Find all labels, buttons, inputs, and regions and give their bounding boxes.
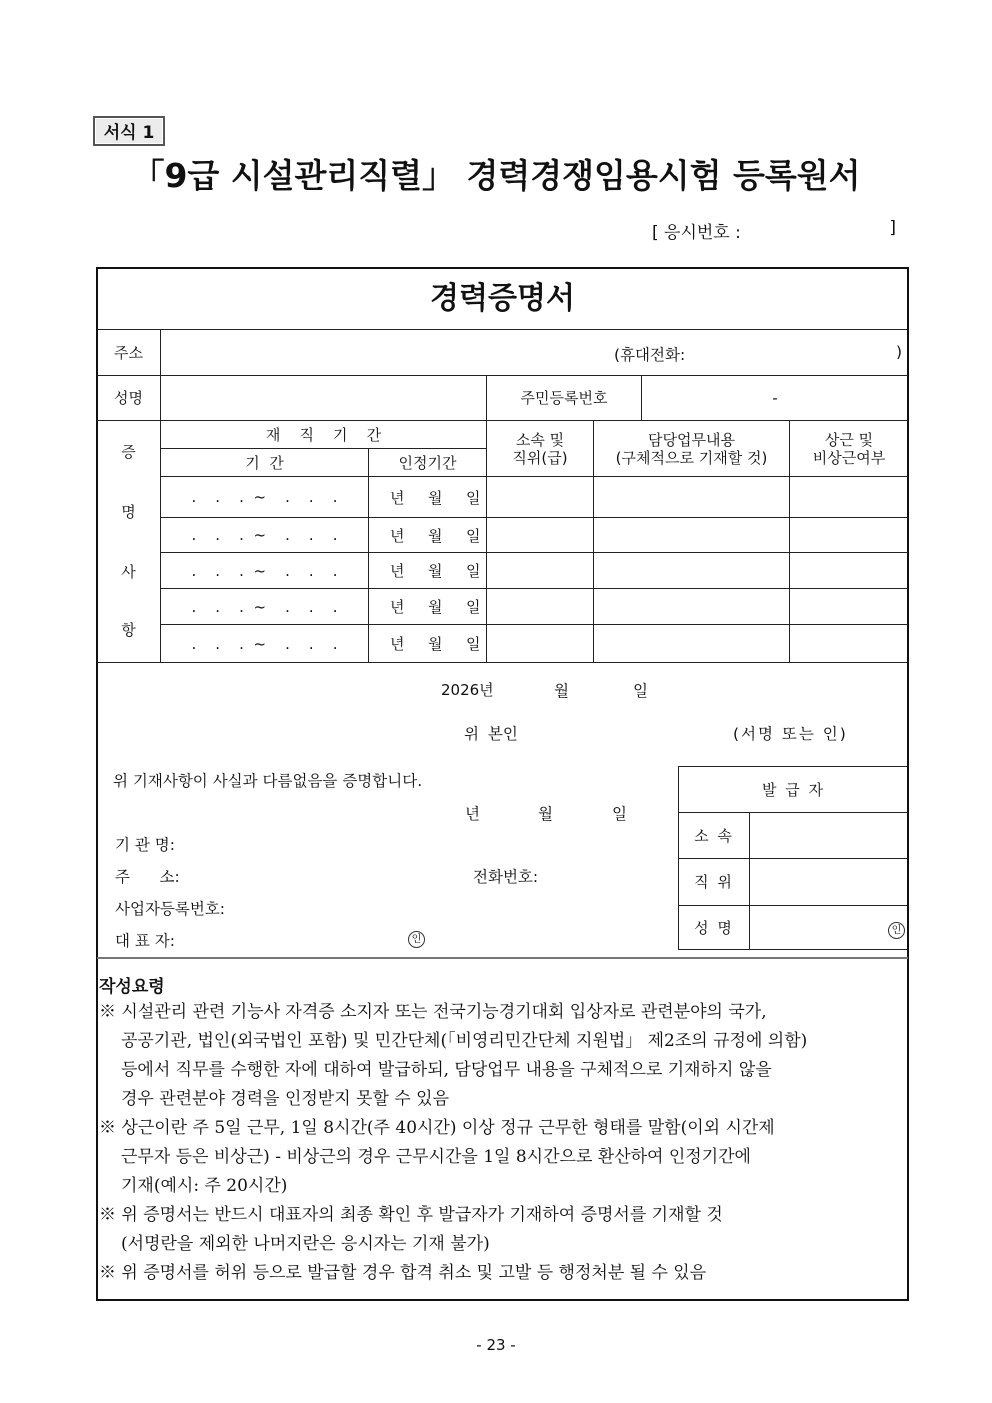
- seal-icon: 인: [408, 931, 425, 948]
- exam-number-field[interactable]: [652, 218, 902, 243]
- affiliation-header-line2: 직위(급): [512, 448, 568, 467]
- recognized-day: 일: [466, 527, 481, 545]
- employer-day: 일: [612, 805, 627, 823]
- affiliation-input[interactable]: [487, 518, 593, 552]
- fulltime-input[interactable]: [790, 477, 908, 517]
- seal-icon: 인: [888, 922, 905, 939]
- affiliation-input[interactable]: [487, 625, 593, 662]
- guide-line: ※ 위 증명서를 허위 등으로 발급할 경우 합격 취소 및 고발 등 행정처분 될 수 있음: [99, 1263, 707, 1283]
- guide-line: 공공기관, 법인(외국법인 포함) 및 민간단체(「비영리민간단체 지원법」 제2조의 규정에 의함): [121, 1031, 808, 1051]
- duties-input[interactable]: [594, 589, 789, 624]
- recognized-day: 일: [466, 598, 481, 616]
- exam-number-label: [ 응시번호 :: [652, 223, 741, 243]
- issuer-seal[interactable]: [888, 919, 905, 939]
- certificate-title: 경력증명서: [430, 281, 575, 316]
- section-label-char: 항: [121, 621, 136, 639]
- issuer-name-label: 성 명: [694, 919, 734, 937]
- issuer-affiliation-input[interactable]: [750, 813, 908, 858]
- recognized-day: 일: [466, 562, 481, 580]
- fulltime-header-line1: 상근 및: [824, 430, 874, 449]
- fulltime-header-line2: 비상근여부: [812, 448, 886, 467]
- period-input[interactable]: . . . ~ . . .: [191, 526, 338, 544]
- representative-seal[interactable]: [408, 928, 425, 948]
- divider: [368, 448, 369, 662]
- applicant-sign-field[interactable]: (서명 또는 인): [733, 725, 848, 743]
- name-input[interactable]: [161, 376, 486, 420]
- duties-input[interactable]: [594, 518, 789, 552]
- guide-line: (서명란을 제외한 나머지란은 응시자는 기재 불가): [121, 1234, 490, 1254]
- issuer-name-input[interactable]: [750, 906, 908, 950]
- period-header: 기 간: [245, 453, 284, 472]
- duties-input[interactable]: [594, 477, 789, 517]
- resident-number-label: 주민등록번호: [520, 389, 608, 407]
- recognized-month: 월: [428, 635, 443, 653]
- guide-line: 근무자 등은 비상근) - 비상근의 경우 근무시간을 1일 8시간으로 환산하여 인정기간에: [121, 1147, 751, 1167]
- guide-line: ※ 위 증명서는 반드시 대표자의 최종 확인 후 발급자가 기재하여 증명서를 기재할 것: [99, 1205, 723, 1225]
- name-label: 성명: [114, 389, 143, 407]
- mobile-close: ): [896, 343, 903, 361]
- applicant-month: 월: [554, 682, 569, 700]
- recognized-month: 월: [428, 527, 443, 545]
- guide-list: [99, 998, 909, 1288]
- resident-number-input[interactable]: -: [772, 389, 778, 407]
- guide-line: 경우 관련분야 경력을 인정받지 못할 수 있음: [121, 1089, 450, 1109]
- duties-header: [594, 421, 789, 476]
- form-badge: 서식 1: [93, 116, 165, 146]
- section-label-char: 증: [121, 443, 136, 461]
- period-input[interactable]: . . . ~ . . .: [191, 597, 338, 616]
- guide-line: ※ 시설관리 관련 기능사 자격증 소지자 또는 전국기능경기대회 입상자로 관련분야의 국가,: [99, 1002, 767, 1022]
- applicant-day: 일: [633, 682, 648, 700]
- document-title: 「9급 시설관리직렬」 경력경쟁임용시험 등록원서: [131, 156, 861, 195]
- divider: [97, 662, 908, 663]
- affiliation-input[interactable]: [487, 477, 593, 517]
- address-input[interactable]: [161, 330, 908, 375]
- org-name-label: 기 관 명:: [115, 836, 175, 854]
- guide-line: ※ 상근이란 주 5일 근무, 1일 8시간(주 40시간) 이상 정규 근무한 형태를 말함(이외 시간제: [99, 1118, 775, 1138]
- affiliation-header: [487, 421, 593, 476]
- exam-number-close-bracket: ]: [889, 218, 896, 238]
- guide-line: 기재(예시: 주 20시간): [121, 1176, 288, 1196]
- affiliation-input[interactable]: [487, 553, 593, 588]
- employment-period-header: 재 직 기 간: [265, 425, 382, 444]
- biz-number-label: 사업자등록번호:: [115, 900, 226, 918]
- guide-title: 작성요령: [99, 977, 165, 997]
- recognized-month: 월: [428, 489, 443, 507]
- issuer-affiliation-label: 소 속: [694, 826, 734, 845]
- recognized-month: 월: [428, 598, 443, 616]
- certification-statement: 위 기재사항이 사실과 다름없음을 증명합니다.: [113, 772, 423, 790]
- fulltime-header: [790, 421, 908, 476]
- fulltime-input[interactable]: [790, 553, 908, 588]
- affiliation-header-line1: 소속 및: [515, 430, 565, 449]
- recognized-year: 년: [390, 527, 405, 545]
- section-label-char: 명: [121, 503, 136, 521]
- org-address-label: 주 소:: [115, 868, 180, 886]
- issuer-title: 발 급 자: [761, 780, 825, 799]
- recognized-year: 년: [390, 635, 405, 653]
- period-input[interactable]: . . . ~ . . .: [191, 561, 338, 580]
- fulltime-input[interactable]: [790, 625, 908, 662]
- duties-input[interactable]: [594, 625, 789, 662]
- section-label-char: 사: [121, 563, 136, 581]
- fulltime-input[interactable]: [790, 589, 908, 624]
- applicant-person: 위 본인: [464, 725, 518, 743]
- applicant-year: 2026년: [441, 681, 494, 699]
- recognized-day: 일: [466, 489, 481, 507]
- org-phone-label: 전화번호:: [473, 868, 539, 886]
- address-label: 주소: [114, 343, 143, 362]
- affiliation-input[interactable]: [487, 589, 593, 624]
- divider: [97, 957, 908, 959]
- recognized-day: 일: [466, 635, 481, 653]
- issuer-position-label: 직 위: [694, 873, 734, 891]
- recognized-period-header: 인정기간: [398, 453, 457, 472]
- page-number: - 23 -: [476, 1336, 516, 1354]
- duties-input[interactable]: [594, 553, 789, 588]
- duties-header-line2: (구체적으로 기재할 것): [615, 448, 768, 467]
- mobile-label: (휴대전화:: [614, 346, 686, 364]
- recognized-month: 월: [428, 562, 443, 580]
- guide-line: 등에서 직무를 수행한 자에 대하여 발급하되, 담당업무 내용을 구체적으로 기재하지 않을: [121, 1060, 772, 1080]
- fulltime-input[interactable]: [790, 518, 908, 552]
- period-input[interactable]: . . . ~ . . .: [191, 634, 338, 653]
- issuer-position-input[interactable]: [750, 859, 908, 905]
- duties-header-line1: 담당업무내용: [648, 430, 735, 449]
- employer-month: 월: [538, 805, 553, 823]
- employer-year: 년: [465, 805, 480, 823]
- representative-label: 대 표 자:: [115, 932, 175, 950]
- recognized-year: 년: [390, 598, 405, 616]
- recognized-year: 년: [390, 489, 405, 507]
- recognized-year: 년: [390, 562, 405, 580]
- period-input[interactable]: . . . ~ . . .: [191, 488, 338, 506]
